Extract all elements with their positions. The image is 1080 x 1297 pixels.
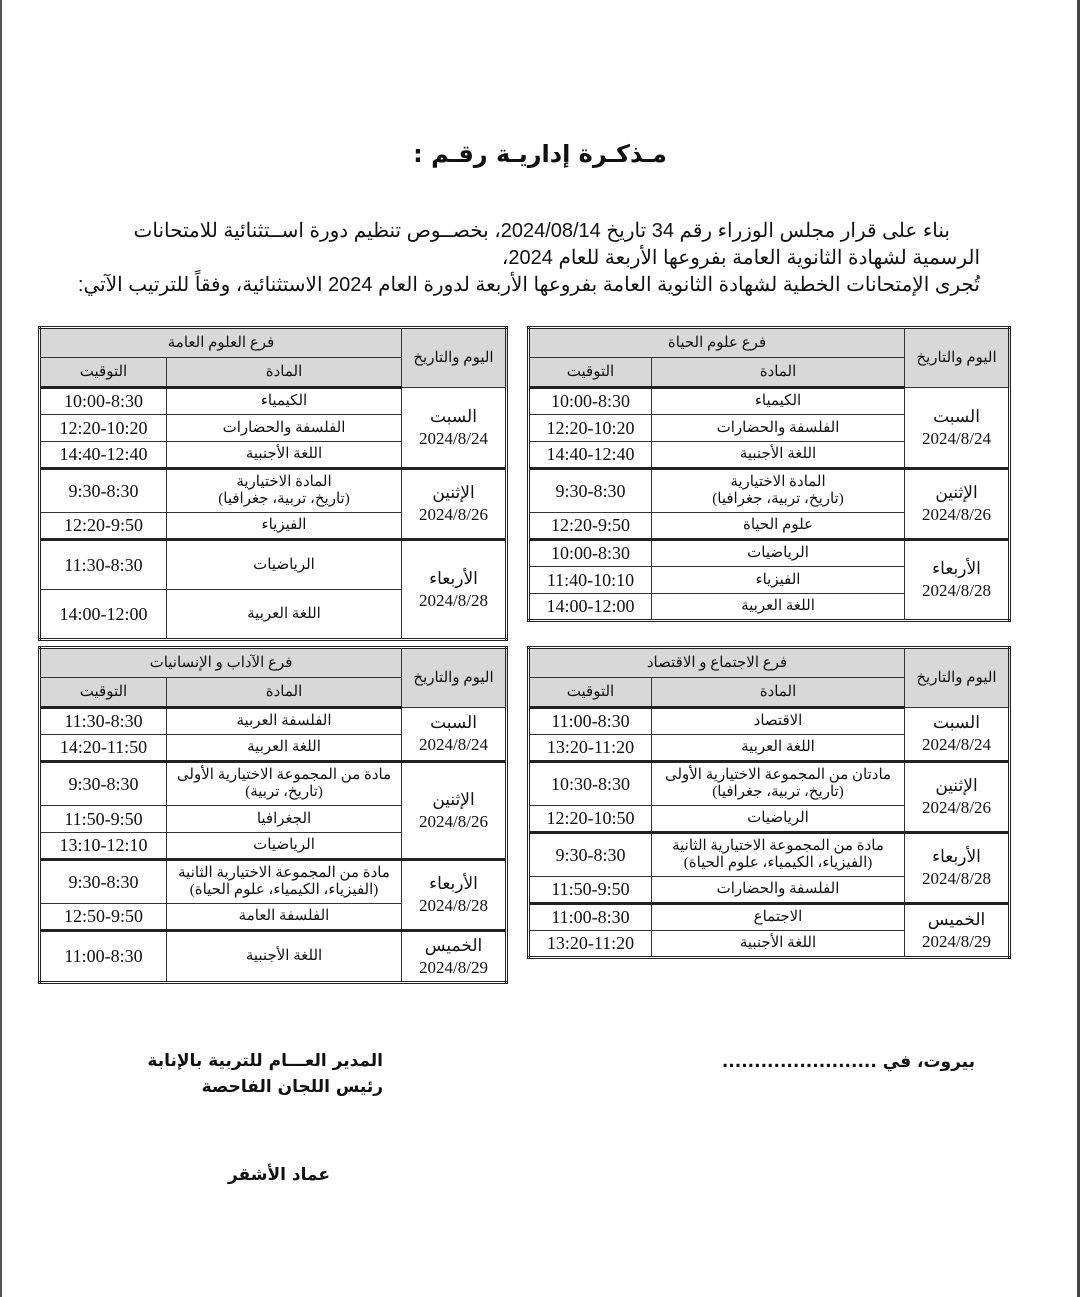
time-cell: 10:00-8:30 (529, 540, 652, 567)
time-cell: 9:30-8:30 (40, 469, 167, 513)
header-row (40, 328, 507, 358)
time-cell: 11:50-9:50 (40, 806, 167, 833)
subject-cell (652, 415, 905, 442)
branch-header: فرع الاجتماع و الاقتصاد (529, 648, 905, 678)
subject-name: اللغة الأجنبية (245, 446, 323, 462)
day-date-cell (402, 762, 507, 860)
subject-cell (652, 388, 905, 415)
subject-cell (167, 833, 402, 860)
subject-name: الكيمياء (754, 393, 802, 409)
exam-date: 2024/8/24 (922, 735, 991, 754)
time-cell: 13:20-11:20 (529, 735, 652, 762)
subject-cell (167, 806, 402, 833)
subject-name: الفلسفة العربية (236, 713, 332, 729)
subject-cell (652, 708, 905, 735)
signatory-name: عماد الأشقر (227, 1165, 330, 1185)
subject-name: اللغة الأجنبية (245, 948, 323, 964)
exam-date: 2024/8/29 (922, 931, 991, 951)
schedule-table-sociology-economics (527, 646, 1011, 959)
subject-name: المادة الاختيارية (236, 474, 332, 490)
day-date-cell (402, 931, 507, 983)
day-name: الأربعاء (932, 847, 981, 866)
subject-name: الاقتصاد (753, 713, 803, 729)
subject-cell (652, 442, 905, 469)
subject-cell (167, 442, 402, 469)
exam-date: 2024/8/24 (419, 735, 488, 754)
subject-cell (167, 590, 402, 640)
header-row (40, 648, 507, 678)
time-cell: 11:00-8:30 (529, 708, 652, 735)
time-cell: 14:40-12:40 (529, 442, 652, 469)
subject-name: الفلسفة العامة (238, 908, 330, 924)
time-cell: 12:50-9:50 (40, 904, 167, 931)
director-title-line-1: المدير العـــام للتربية بالإنابة (147, 1051, 383, 1071)
exam-date: 2024/8/24 (922, 428, 991, 448)
exam-date: 2024/8/28 (922, 581, 991, 600)
time-cell: 13:10-12:10 (40, 833, 167, 860)
intro-line-3: تُجرى الإمتحانات الخطية لشهادة الثانوية العامة بفروعها الأربعة لدورة العام 2024 الاستثنائية، وفقاً للترتيب الآتي: (77, 274, 980, 296)
time-header: التوقيت (40, 358, 167, 388)
time-cell: 10:00-8:30 (529, 388, 652, 415)
table-row (40, 931, 507, 983)
subject-options: (تاريخ، تربية، جغرافيا) (712, 491, 844, 507)
time-cell: 10:30-8:30 (529, 762, 652, 806)
subject-options: (الفيزياء، الكيمياء، علوم الحياة) (189, 882, 379, 898)
table-row (40, 469, 507, 513)
subject-cell (652, 877, 905, 904)
time-header: التوقيت (40, 678, 167, 708)
subject-cell (652, 469, 905, 513)
subject-name: اللغة العربية (741, 739, 815, 755)
day-date-cell (402, 708, 507, 762)
subject-cell (652, 931, 905, 958)
day-name: الإثنين (432, 789, 475, 809)
subject-name: الفلسفة والحضارات (222, 419, 346, 436)
intro-paragraph (70, 218, 980, 299)
day-date-cell (905, 469, 1010, 540)
subject-cell (167, 415, 402, 442)
time-cell: 14:20-11:50 (40, 735, 167, 762)
time-cell: 11:50-9:50 (529, 877, 652, 904)
subject-cell (167, 708, 402, 735)
subject-name: مادتان من المجموعة الاختيارية الأولى (664, 767, 892, 783)
table-row (40, 860, 507, 904)
subject-name: الفيزياء (755, 571, 801, 588)
time-cell: 14:40-12:40 (40, 442, 167, 469)
time-cell: 11:00-8:30 (529, 904, 652, 931)
subject-options: (الفيزياء، الكيمياء، علوم الحياة) (683, 855, 873, 871)
subject-cell (652, 904, 905, 931)
day-date-cell (402, 860, 507, 931)
day-date-cell (402, 540, 507, 640)
table-row (529, 469, 1010, 513)
subject-cell (167, 762, 402, 806)
time-cell: 12:20-10:20 (529, 415, 652, 442)
exam-date: 2024/8/26 (922, 798, 991, 817)
time-cell: 9:30-8:30 (529, 833, 652, 877)
memo-title: مـذكـرة إداريـة رقـم : (413, 140, 667, 168)
exam-date: 2024/8/26 (419, 811, 488, 831)
exam-date: 2024/8/28 (419, 590, 488, 610)
subject-name: الكيمياء (260, 393, 308, 409)
table-row (40, 762, 507, 806)
day-name: الإثنين (432, 483, 475, 502)
time-header: التوقيت (529, 358, 652, 388)
subject-cell (167, 540, 402, 590)
day-name: الأربعاء (932, 559, 981, 578)
time-cell: 11:00-8:30 (40, 931, 167, 983)
subject-cell (167, 469, 402, 513)
day-date-header: اليوم والتاريخ (905, 648, 1010, 708)
exam-date: 2024/8/29 (419, 957, 488, 977)
subject-cell (652, 594, 905, 621)
schedule-table-general-sciences (38, 326, 508, 641)
schedule-table-life-sciences (527, 326, 1011, 622)
day-date-cell (905, 833, 1010, 904)
time-cell: 14:00-12:00 (40, 590, 167, 640)
subject-cell (167, 860, 402, 904)
table-row (529, 833, 1010, 877)
intro-line-1: بناء على قرار مجلس الوزراء رقم 34 تاريخ 2024/08/14، بخصــوص تنظيم دورة اســتثنائية للامتحانات (133, 220, 950, 242)
table-row (529, 540, 1010, 567)
day-date-cell (905, 388, 1010, 469)
subject-header: المادة (167, 358, 402, 388)
subject-name: اللغة الأجنبية (739, 935, 817, 951)
subject-header: المادة (167, 678, 402, 708)
day-date-cell (905, 540, 1010, 621)
branch-header: فرع العلوم العامة (40, 328, 402, 358)
subject-options: (تاريخ، تربية) (245, 784, 323, 800)
time-cell: 9:30-8:30 (40, 762, 167, 806)
day-date-cell (402, 388, 507, 469)
subject-name: مادة من المجموعة الاختيارية الثانية (178, 865, 390, 881)
table-row (40, 708, 507, 735)
subject-cell (652, 735, 905, 762)
time-cell: 9:30-8:30 (40, 860, 167, 904)
subject-name: اللغة الأجنبية (739, 446, 817, 462)
director-title (147, 1048, 383, 1100)
table-row (40, 388, 507, 415)
subject-name: علوم الحياة (742, 517, 814, 533)
time-header: التوقيت (529, 678, 652, 708)
subject-cell (167, 735, 402, 762)
day-date-cell (905, 762, 1010, 833)
header-row (529, 328, 1010, 358)
day-date-header: اليوم والتاريخ (905, 328, 1010, 388)
subject-name: اللغة العربية (247, 605, 321, 622)
subject-cell (652, 762, 905, 806)
day-name: الأربعاء (429, 874, 478, 893)
exam-date: 2024/8/26 (922, 505, 991, 524)
day-name: السبت (933, 713, 980, 732)
day-date-cell (905, 904, 1010, 958)
day-name: الخميس (424, 935, 483, 955)
subject-name: الرياضيات (253, 556, 315, 573)
day-name: السبت (430, 713, 477, 732)
subject-header: المادة (652, 678, 905, 708)
header-row (529, 648, 1010, 678)
subject-name: الرياضيات (747, 810, 809, 826)
subject-cell (652, 567, 905, 594)
table-row (529, 904, 1010, 931)
subject-cell (167, 388, 402, 415)
time-cell: 12:20-9:50 (40, 513, 167, 540)
day-name: السبت (430, 406, 477, 426)
subject-name: اللغة العربية (247, 739, 321, 755)
branch-header: فرع الآداب و الإنسانيات (40, 648, 402, 678)
time-cell: 9:30-8:30 (529, 469, 652, 513)
day-date-cell (905, 708, 1010, 762)
time-cell: 12:20-10:20 (40, 415, 167, 442)
time-cell: 14:00-12:00 (529, 594, 652, 621)
subject-options: (تاريخ، تربية، جغرافيا) (218, 491, 350, 507)
subject-header: المادة (652, 358, 905, 388)
day-date-header: اليوم والتاريخ (402, 328, 507, 388)
subject-cell (652, 806, 905, 833)
subject-name: الرياضيات (747, 545, 809, 561)
subject-name: الفلسفة والحضارات (716, 881, 840, 897)
subject-cell (652, 540, 905, 567)
schedule-table-literature-humanities (38, 646, 508, 984)
day-name: الخميس (927, 909, 986, 929)
time-cell: 12:20-10:50 (529, 806, 652, 833)
exam-date: 2024/8/26 (419, 505, 488, 524)
place-date-line: بيروت، في ........................ (721, 1052, 975, 1072)
subject-name: الفلسفة والحضارات (716, 419, 840, 436)
day-date-header: اليوم والتاريخ (402, 648, 507, 708)
time-cell: 12:20-9:50 (529, 513, 652, 540)
exam-date: 2024/8/24 (419, 428, 488, 448)
time-cell: 11:40-10:10 (529, 567, 652, 594)
day-name: الأربعاء (429, 568, 478, 588)
day-date-cell (402, 469, 507, 540)
table-row (40, 540, 507, 590)
time-cell: 11:30-8:30 (40, 540, 167, 590)
subject-name: الاجتماع (753, 909, 803, 925)
time-cell: 13:20-11:20 (529, 931, 652, 958)
table-row (529, 708, 1010, 735)
subject-cell (167, 904, 402, 931)
left-edge-strip (0, 0, 2, 1297)
day-name: الإثنين (935, 776, 978, 795)
exam-date: 2024/8/28 (922, 869, 991, 888)
subject-name: الرياضيات (253, 837, 315, 853)
table-row (529, 388, 1010, 415)
subject-name: الجغرافيا (256, 810, 312, 827)
subject-name: مادة من المجموعة الاختيارية الثانية (672, 838, 884, 854)
day-name: السبت (933, 406, 980, 426)
director-title-line-2: رئيس اللجان الفاحصة (201, 1077, 383, 1097)
subject-options: (تاريخ، تربية، جغرافيا) (712, 784, 844, 800)
subject-cell (652, 513, 905, 540)
day-name: الإثنين (935, 483, 978, 502)
subject-name: الفيزياء (261, 517, 307, 533)
subject-name: اللغة العربية (741, 598, 815, 614)
time-cell: 10:00-8:30 (40, 388, 167, 415)
branch-header: فرع علوم الحياة (529, 328, 905, 358)
exam-date: 2024/8/28 (419, 896, 488, 915)
subject-cell (167, 513, 402, 540)
subject-name: مادة من المجموعة الاختيارية الأولى (176, 767, 392, 783)
subject-cell (652, 833, 905, 877)
intro-line-2: الرسمية لشهادة الثانوية العامة بفروعها الأربعة للعام 2024، (501, 247, 980, 269)
subject-cell (167, 931, 402, 983)
subject-name: المادة الاختيارية (730, 474, 826, 490)
time-cell: 11:30-8:30 (40, 708, 167, 735)
table-row (529, 762, 1010, 806)
